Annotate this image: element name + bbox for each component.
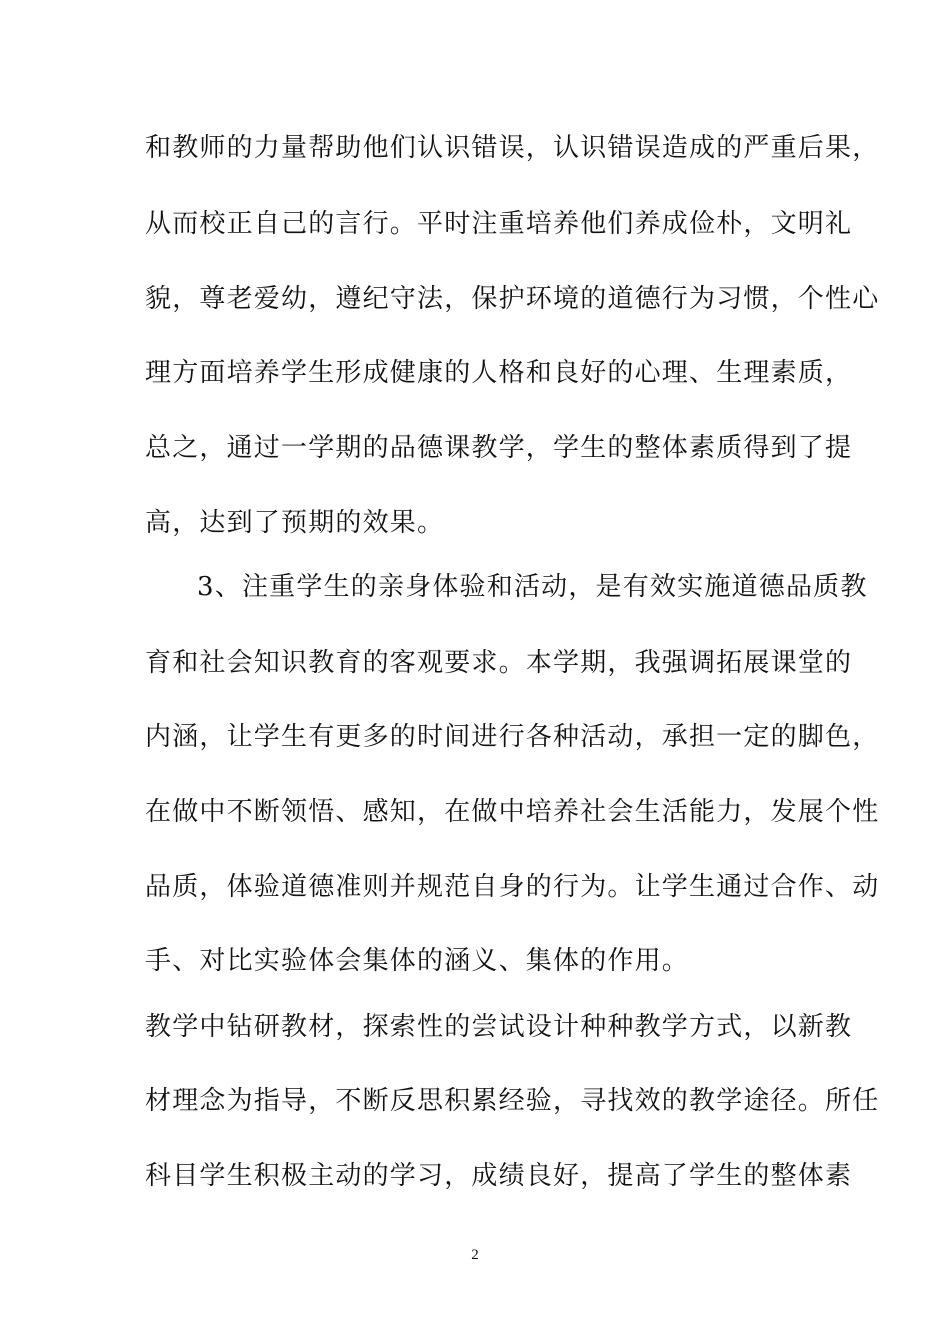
body-text-line: 理方面培养学生形成健康的人格和良好的心理、生理素质， — [145, 358, 853, 388]
body-text-line: 总之，通过一学期的品德课教学，学生的整体素质得到了提 — [145, 433, 853, 463]
body-text-line: 内涵，让学生有更多的时间进行各种活动，承担一定的脚色， — [145, 722, 880, 752]
body-text-line: 育和社会知识教育的客观要求。本学期，我强调拓展课堂的 — [145, 648, 853, 678]
body-text-line: 高，达到了预期的效果。 — [145, 508, 445, 538]
body-text-line: 在做中不断领悟、感知，在做中培养社会生活能力，发展个性 — [145, 797, 880, 827]
body-text-line: 教学中钻研教材，探索性的尝试设计种种教学方式，以新教 — [145, 1012, 853, 1042]
body-text-line: 和教师的力量帮助他们认识错误，认识错误造成的严重后果， — [145, 133, 880, 163]
body-text-line: 从而校正自己的言行。平时注重培养他们养成俭朴，文明礼 — [145, 209, 853, 239]
body-text-line: 材理念为指导，不断反思积累经验，寻找效的教学途径。所任 — [145, 1086, 880, 1116]
page-number: 2 — [471, 1247, 479, 1263]
body-text-line: 貌，尊老爱幼，遵纪守法，保护环境的道德行为习惯，个性心 — [145, 284, 880, 314]
body-text-line: 手、对比实验体会集体的涵义、集体的作用。 — [145, 946, 690, 976]
paragraph-first-line: 3、注重学生的亲身体验和活动，是有效实施道德品质教 — [197, 572, 868, 602]
body-text-line: 科目学生积极主动的学习，成绩良好，提高了学生的整体素 — [145, 1161, 853, 1191]
body-text-line: 品质，体验道德准则并规范自身的行为。让学生通过合作、动 — [145, 872, 880, 902]
